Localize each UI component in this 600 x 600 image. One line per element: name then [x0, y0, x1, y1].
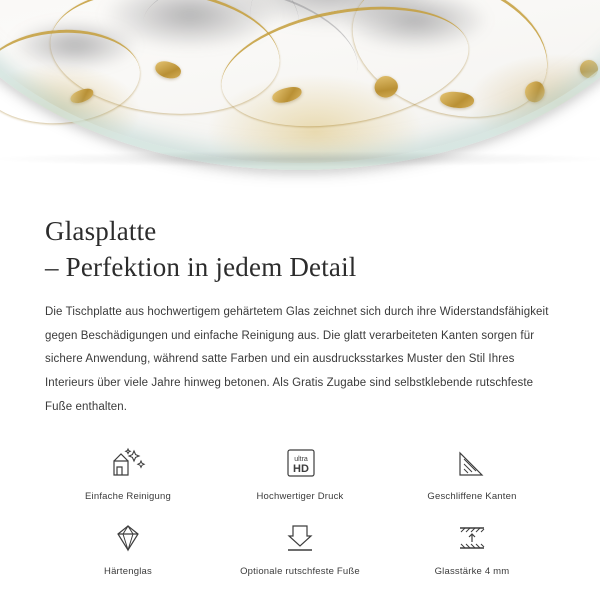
sparkle-cloth-icon — [108, 441, 148, 485]
description-section — [0, 200, 600, 419]
feature-label: Einfache Reinigung — [85, 491, 171, 503]
title-line-1: Glasplatte — [45, 216, 157, 246]
description-paragraph: Die Tischplatte aus hochwertigem gehärtetem Glas zeichnet sich durch ihre Widerstandsfähigkeit gegen Beschädigungen und einfache Reinigung aus. Die glatt verarbeiteten Kanten sorgen für sichere Anwendung, während satte Farben und ein ausdrucksstarkes Muster den Stil Ihres Interieurs über viele Jahre hinweg betonen. Als Gratis Zugabe sind selbstklebende rutschfeste Fuße enthalten. — [45, 306, 549, 413]
feature-label: Geschliffene Kanten — [427, 491, 517, 503]
thickness-arrows-icon — [452, 516, 492, 560]
feature-item-hochwertiger-druck — [214, 441, 386, 502]
ultra-hd-icon — [280, 441, 320, 485]
feature-item-einfache-reinigung — [42, 441, 214, 502]
hero-image — [0, 0, 600, 200]
title-line-2: – Perfektion in jedem Detail — [45, 251, 357, 282]
glass-edge — [0, 0, 600, 170]
feature-item-haertenglas — [42, 516, 214, 577]
polished-edges-icon — [452, 441, 492, 485]
diamond-icon — [108, 516, 148, 560]
feature-label: Härtenglas — [104, 566, 152, 578]
feature-item-glasstaerke — [386, 516, 558, 577]
feature-label: Hochwertiger Druck — [256, 491, 344, 503]
feature-grid — [0, 441, 600, 577]
feature-label: Optionale rutschfeste Fuße — [240, 566, 360, 578]
svg-text:HD: HD — [293, 463, 309, 476]
feature-item-rutschfeste-fuesse — [214, 516, 386, 577]
anti-slip-foot-icon — [280, 516, 320, 560]
page-title — [45, 214, 555, 285]
svg-text:ultra: ultra — [294, 456, 308, 464]
feature-label: Glasstärke 4 mm — [434, 566, 510, 578]
feature-item-geschliffene-kanten — [386, 441, 558, 502]
